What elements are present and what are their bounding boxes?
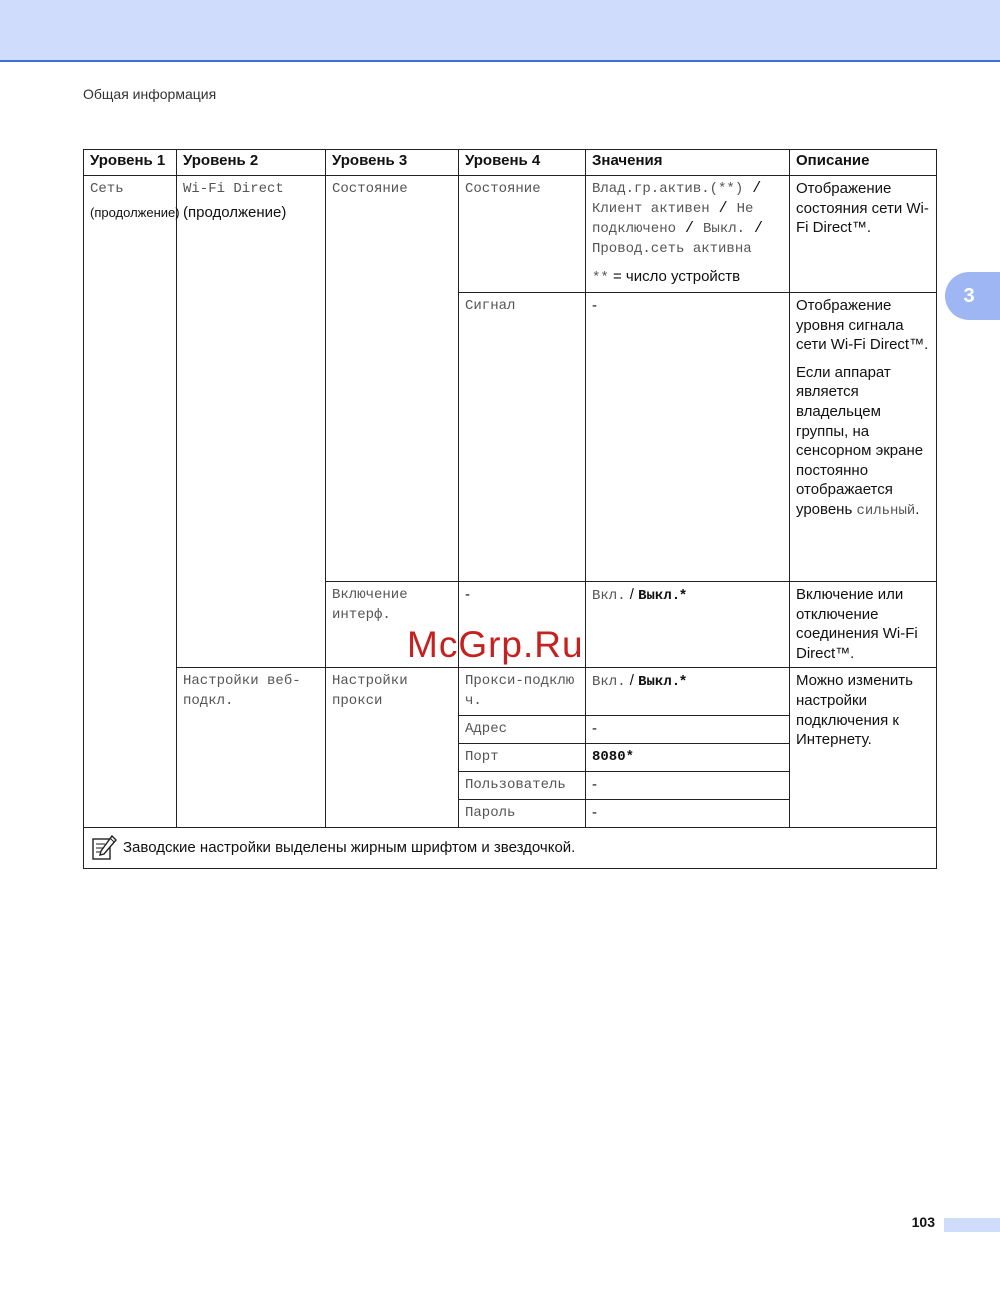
proxy-user-value-cell bbox=[586, 772, 790, 800]
level1-name: Сеть bbox=[90, 181, 124, 197]
enable-values bbox=[592, 585, 783, 606]
proxy-password-cell bbox=[459, 800, 586, 828]
proxy-desc: Можно изменить настройки подключения к Интернету. bbox=[796, 672, 913, 749]
section-title: Общая информация bbox=[83, 86, 217, 102]
proxy-user-label: Пользователь bbox=[465, 777, 566, 794]
signal-desc-2-end: . bbox=[915, 500, 920, 518]
level1-cell bbox=[84, 176, 180, 828]
page-number-bar bbox=[944, 1218, 1000, 1232]
table-row bbox=[84, 668, 937, 716]
header-description: Описание bbox=[790, 150, 937, 176]
enable-desc-cell bbox=[790, 582, 937, 668]
status-values bbox=[592, 179, 783, 259]
signal-value-cell bbox=[586, 293, 790, 582]
status-sep-3: / bbox=[676, 220, 704, 237]
proxy-port-cell bbox=[459, 744, 586, 772]
proxy-address-value-cell bbox=[586, 716, 790, 744]
level3-enable: Включение интерф. bbox=[332, 587, 408, 623]
proxy-user-value: - bbox=[592, 776, 597, 794]
proxy-address-cell bbox=[459, 716, 586, 744]
enable-on: Вкл. bbox=[592, 588, 626, 604]
status-note-mark: ** bbox=[592, 270, 609, 286]
header-level3: Уровень 3 bbox=[326, 150, 459, 176]
level3-status: Состояние bbox=[332, 181, 408, 197]
level2-wifi-cont: (продолжение) bbox=[183, 204, 287, 221]
level4-signal: Сигнал bbox=[465, 298, 516, 314]
level1-cont: (продолжение) bbox=[90, 205, 180, 220]
proxy-connect-values-cell bbox=[586, 668, 790, 716]
status-sep-1: / bbox=[743, 180, 762, 197]
level4-signal-cell bbox=[459, 293, 586, 582]
enable-level4: - bbox=[465, 586, 470, 603]
watermark-text: McGrp.Ru bbox=[407, 624, 584, 665]
proxy-port-value: 8080* bbox=[592, 749, 635, 766]
status-desc-cell bbox=[790, 176, 937, 293]
proxy-connect-label: Прокси-подключ. bbox=[465, 673, 575, 710]
signal-value: - bbox=[592, 297, 597, 314]
level2-wifi-name: Wi-Fi Direct bbox=[183, 181, 284, 197]
table-header-row bbox=[84, 150, 937, 176]
status-desc: Отображение состояния сети Wi-Fi Direct™. bbox=[796, 180, 929, 237]
level2-web: Настройки веб-подкл. bbox=[183, 673, 301, 710]
level3-proxy-cell bbox=[326, 668, 459, 828]
header-divider bbox=[0, 60, 1000, 62]
proxy-off: Выкл. bbox=[638, 674, 681, 691]
status-value-2: Клиент активен bbox=[592, 201, 710, 217]
signal-desc-1: Отображение уровня сигнала сети Wi-Fi Direct™. bbox=[796, 297, 929, 354]
signal-desc-2-value: сильный bbox=[856, 502, 916, 519]
proxy-port-label: Порт bbox=[465, 749, 499, 766]
chapter-tab[interactable]: 3 bbox=[945, 272, 1000, 320]
enable-values-cell bbox=[586, 582, 790, 668]
status-value-4: Выкл. bbox=[703, 221, 746, 237]
level2-wifi-cell bbox=[177, 176, 326, 668]
status-value-3: Не подключено bbox=[592, 201, 754, 237]
proxy-password-value: - bbox=[592, 804, 597, 822]
page-number: 103 bbox=[911, 1214, 935, 1230]
note-pencil-icon bbox=[90, 834, 118, 862]
enable-desc: Включение или отключение соединения Wi-Fi Direct™. bbox=[796, 586, 918, 662]
note-row bbox=[84, 828, 937, 869]
proxy-address-value: - bbox=[592, 720, 597, 738]
header-level1: Уровень 1 bbox=[84, 150, 177, 176]
level4-status-cell bbox=[459, 176, 586, 293]
status-note bbox=[592, 267, 783, 288]
proxy-user-cell bbox=[459, 772, 586, 800]
status-value-5: Провод.сеть активна bbox=[592, 241, 752, 257]
header-values: Значения bbox=[586, 150, 790, 176]
table-row bbox=[84, 176, 937, 293]
proxy-password-value-cell bbox=[586, 800, 790, 828]
proxy-password-label: Пароль bbox=[465, 805, 516, 822]
proxy-connect-cell bbox=[459, 668, 586, 716]
status-sep-2: / bbox=[709, 200, 737, 217]
signal-desc-2-text: Если аппарат является владельцем группы, на сенсорном экране постоянно отображается уровень bbox=[796, 363, 924, 518]
proxy-sep: / bbox=[625, 672, 639, 690]
signal-desc-2 bbox=[796, 363, 930, 521]
status-values-cell bbox=[586, 176, 790, 293]
note-cell bbox=[84, 828, 937, 869]
proxy-on: Вкл. bbox=[592, 674, 626, 691]
proxy-desc-cell bbox=[790, 668, 937, 828]
settings-table bbox=[83, 149, 937, 869]
note-text: Заводские настройки выделены жирным шрифтом и звездочкой. bbox=[123, 839, 576, 857]
enable-sep: / bbox=[625, 586, 639, 603]
level3-proxy: Настройки прокси bbox=[332, 673, 408, 710]
proxy-connect-values bbox=[592, 671, 783, 692]
level3-status-cell bbox=[326, 176, 459, 582]
header-level4: Уровень 4 bbox=[459, 150, 586, 176]
proxy-port-value-cell bbox=[586, 744, 790, 772]
enable-star: * bbox=[680, 586, 686, 603]
status-value-1: Влад.гр.актив.(**) bbox=[592, 181, 744, 197]
level4-status: Состояние bbox=[465, 181, 541, 197]
proxy-star: * bbox=[680, 672, 686, 690]
proxy-address-label: Адрес bbox=[465, 721, 508, 738]
status-sep-4: / bbox=[745, 220, 764, 237]
top-header-band bbox=[0, 0, 1000, 60]
status-note-text: = число устройств bbox=[608, 268, 741, 285]
header-level2: Уровень 2 bbox=[177, 150, 326, 176]
enable-off: Выкл. bbox=[638, 588, 681, 604]
level2-web-cell bbox=[177, 668, 326, 828]
signal-desc-cell bbox=[790, 293, 937, 582]
